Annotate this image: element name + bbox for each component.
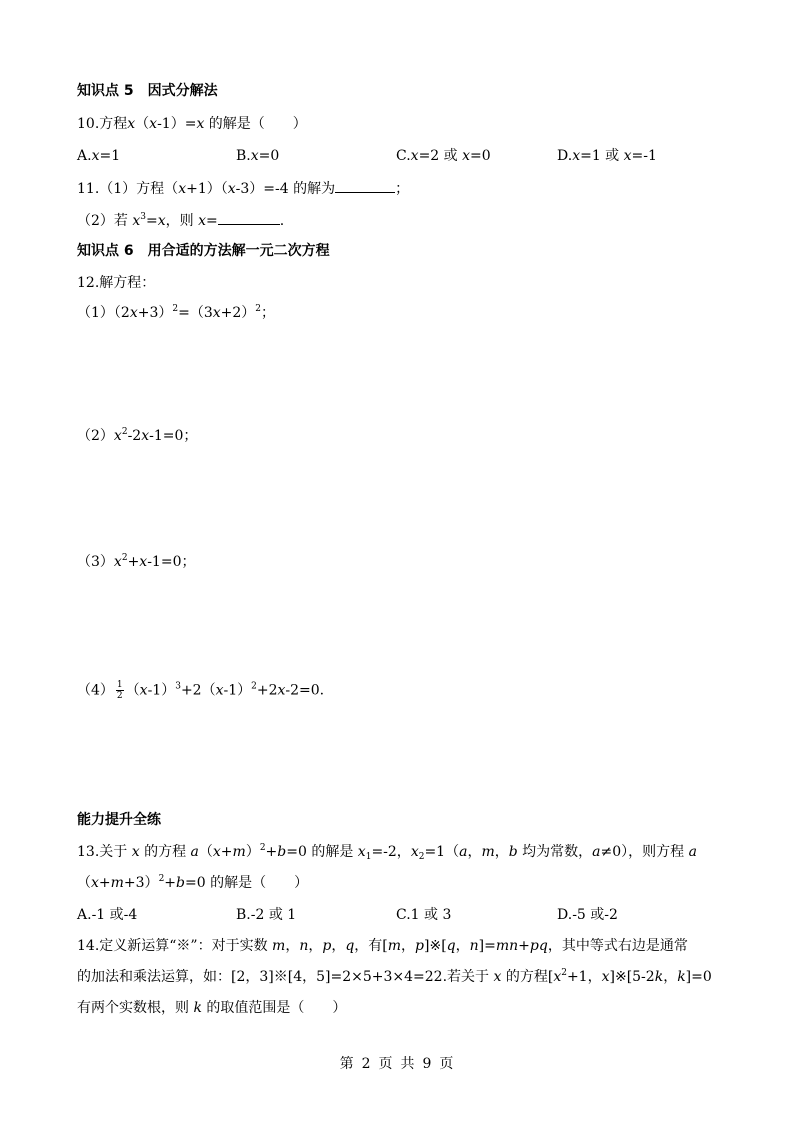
question-11-part-1: 11.（1）方程（x+1）（x-3）=-4 的解为 ； [77,178,409,199]
question-12-part-4: （4） $\frac{1}{2}$ $(x-1)^3+2(x-1)^2+2x-2=0$. [77,680,325,701]
q13-option-c: C.1 或 3 [396,907,452,923]
q10-option-c: C.x=2 或 x=0 [396,148,491,164]
q10-option-b: B.x=0 [236,148,280,164]
question-13-line-1: 13.关于 x 的方程 $a(x+m)^2+b=0$ 的解是 $x_1=-2$，$x_2=1(a$，m，b 均为常数，a≠0），则方程 a [77,843,697,862]
question-10: 10.方程x（x-1）=x 的解是（ ） [77,116,307,132]
q13-option-d: D.-5 或-2 [557,907,618,923]
section-title-ability: 能力提升全练 [77,812,161,828]
question-13-line-2: $(x+m+3)^2+b=0$ 的解是（ ） [77,874,309,891]
q10-option-a: A.x=1 [77,148,121,164]
answer-blank[interactable] [218,210,280,225]
question-12: 12.解方程： [77,275,156,291]
question-12-part-1: $(1)(2x+3)^2=(3x+2)^2$； [77,304,276,321]
question-12-part-2: $(2)x^2-2x-1=0$； [77,427,198,444]
question-14-line-2: 的加法和乘法运算，如：[2，3]※[4，5]=2×5+3×4=22.若关于 x 的方程[$x^2+1$，x]※[5-2k，k]=0 [77,968,712,985]
question-14-line-1: 14.定义新运算“※”：对于实数 m，n，p，q，有[m，p]※[q，n]=mn+pq，其中等式右边是通常 [77,938,688,954]
q10-option-d: D.x=1 或 x=-1 [557,148,657,164]
question-12-part-3: $(3)x^2+x-1=0$； [77,553,196,570]
question-14-line-3: 有两个实数根，则 k 的取值范围是（ ） [77,1000,347,1016]
fraction-one-half: $\frac{1}{2}$ [116,680,123,701]
q13-option-b: B.-2 或 1 [236,907,297,923]
question-11-part-2: （2）若 $x^3=x$，则 x= . [77,212,285,229]
section-title-6: 知识点 6 用合适的方法解一元二次方程 [77,243,330,259]
q13-option-a: A.-1 或-4 [77,907,138,923]
section-title-5: 知识点 5 因式分解法 [77,83,218,99]
total-pages: 9 [422,1056,432,1072]
page-footer: 第 2 页 共 9 页 [339,1056,454,1072]
page-number: 2 [361,1056,371,1072]
answer-blank[interactable] [335,178,395,193]
